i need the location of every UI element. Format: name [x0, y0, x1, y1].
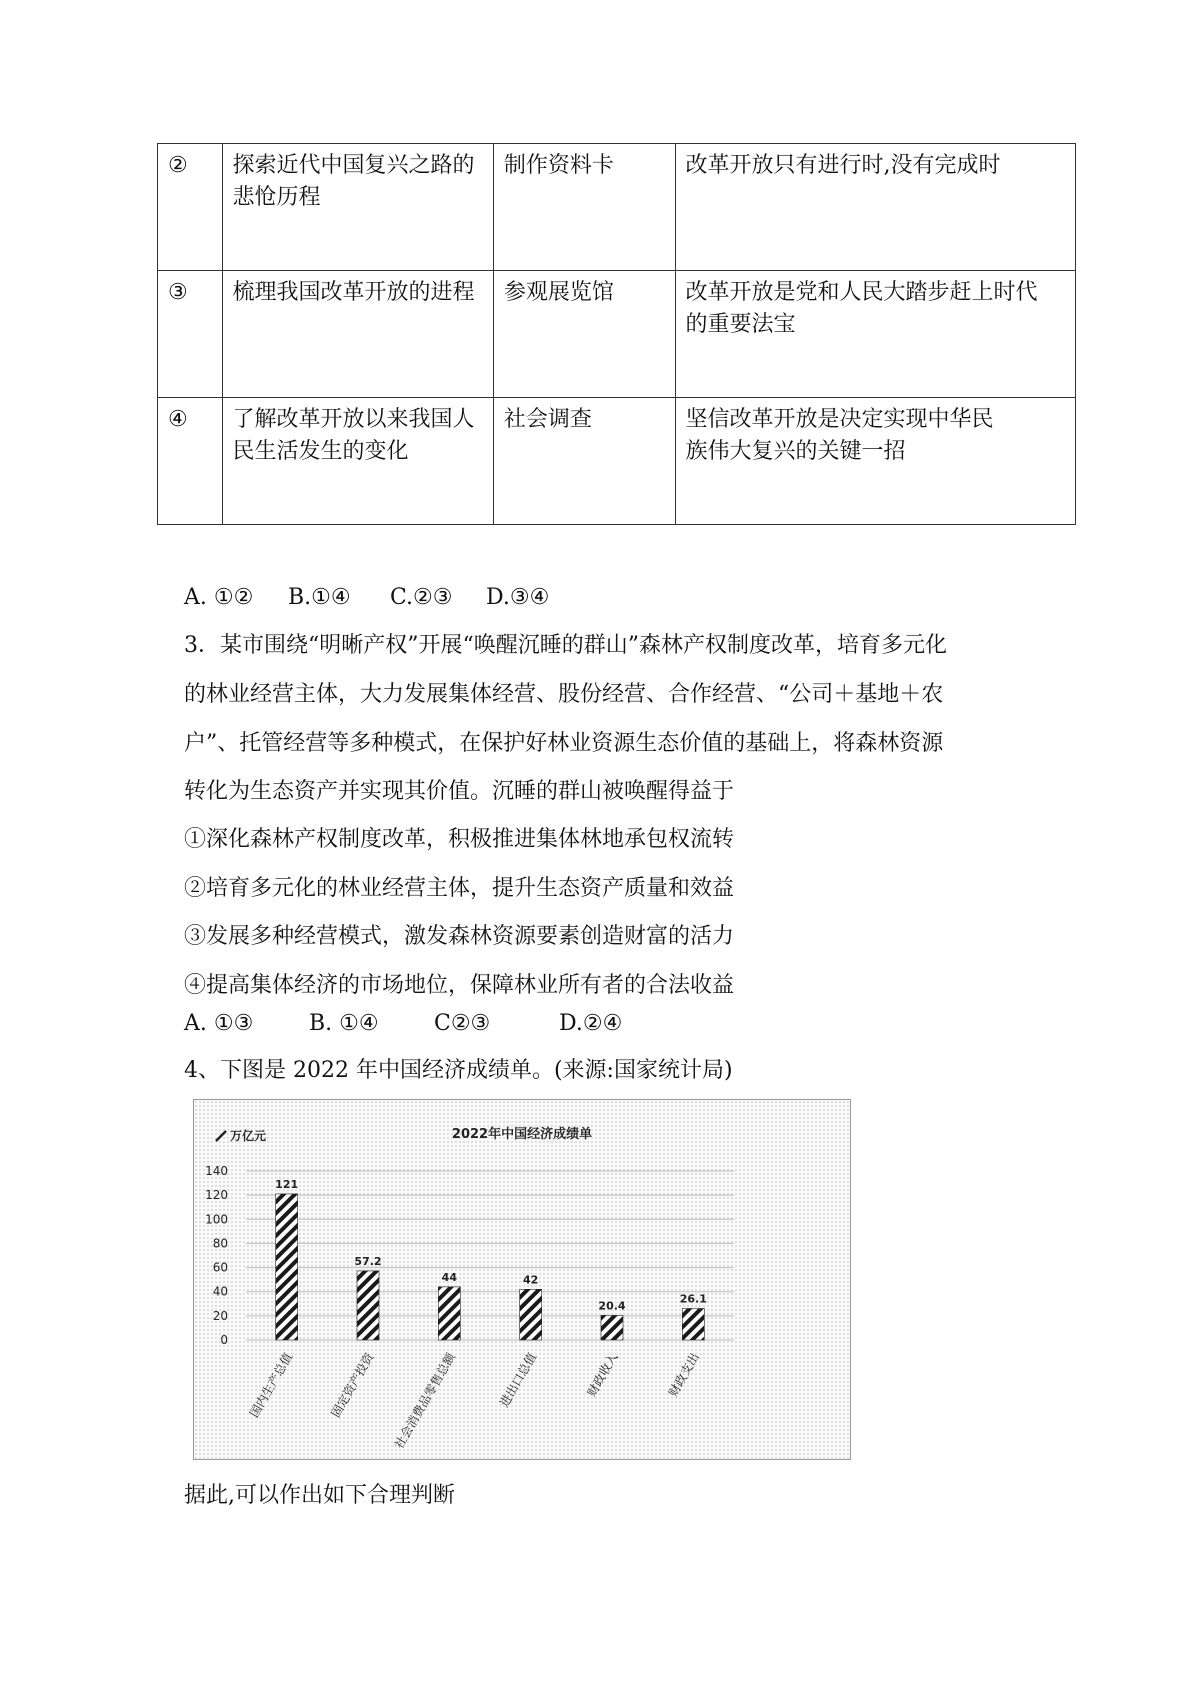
q3-statement: ①深化森林产权制度改革，积极推进集体林地承包权流转: [184, 827, 735, 852]
option-d: D.③④: [486, 585, 550, 610]
option-a: A. ①②: [184, 585, 254, 610]
data-label: 20.4: [598, 1299, 626, 1313]
economy-bar-chart: [193, 1099, 851, 1460]
bar: [276, 1194, 298, 1340]
unit-marker: [216, 1128, 266, 1143]
category-label: 财政收入: [584, 1350, 621, 1400]
cell-line: 探索近代中国复兴之路的: [232, 153, 475, 178]
q3-stem-line: 的林业经营主体，大力发展集体经营、股份经营、合作经营、“公司＋基地＋农: [184, 682, 944, 707]
option-c: C.②③: [390, 585, 453, 610]
table-row: [158, 271, 1076, 398]
y-tick-label: 80: [212, 1236, 228, 1251]
q3-statement: ②培育多元化的林业经营主体，提升生态资产质量和效益: [184, 876, 735, 901]
cell-line: 族伟大复兴的关键一招: [685, 439, 906, 464]
category-label: 固定资产投资: [328, 1350, 377, 1420]
q2-options: [184, 582, 549, 614]
y-tick-label: 140: [205, 1164, 228, 1178]
data-label: 57.2: [354, 1254, 382, 1268]
unit-label: 万亿元: [230, 1129, 267, 1143]
y-tick-label: 120: [205, 1188, 228, 1203]
row-number: ④: [158, 398, 223, 525]
q3-stem-line: 转化为生态资产并实现其价值。沉睡的群山被唤醒得益于: [184, 779, 735, 804]
q3-statement: ③发展多种经营模式，激发森林资源要素创造财富的活力: [184, 924, 735, 949]
conclusion-cell: [675, 271, 1075, 398]
q3-stem-line: 户”、托管经营等多种模式，在保护好林业资源生态价值的基础上，将森林资源: [184, 731, 944, 756]
method-cell: 社会调查: [493, 398, 675, 525]
category-label: 财政支出: [665, 1350, 702, 1400]
bars: [276, 1194, 705, 1340]
table-row: [158, 398, 1076, 525]
bar: [682, 1308, 704, 1340]
q3-stem-line: 3．某市围绕“明晰产权”开展“唤醒沉睡的群山”森林产权制度改革，培育多元化: [184, 633, 947, 658]
cell-line: 的重要法宝: [685, 312, 796, 337]
topic-cell: [222, 271, 493, 398]
chart-title: 2022年中国经济成绩单: [451, 1127, 593, 1142]
y-tick-label: 60: [212, 1260, 228, 1275]
cell-line: 悲怆历程: [232, 185, 321, 210]
data-label: 26.1: [679, 1292, 707, 1306]
option-b: B. ①④: [309, 1011, 379, 1036]
y-tick-label: 0: [220, 1333, 228, 1347]
q3-statement: ④提高集体经济的市场地位，保障林业所有者的合法收益: [184, 973, 735, 998]
data-label: 42: [523, 1273, 539, 1287]
cell-line: 民生活发生的变化: [232, 439, 409, 464]
cell-line: 改革开放只有进行时,没有完成时: [685, 153, 1001, 178]
row-number: ③: [158, 271, 223, 398]
cell-line: 改革开放是党和人民大踏步赶上时代: [685, 280, 1038, 305]
option-c: C②③: [434, 1011, 491, 1036]
q4-after: 据此,可以作出如下合理判断: [184, 1483, 455, 1508]
data-label: 121: [275, 1177, 299, 1191]
grid: [246, 1171, 734, 1340]
option-b: B.①④: [288, 585, 351, 610]
y-tick-label: 40: [212, 1284, 228, 1299]
chart-svg: [194, 1100, 850, 1459]
option-a: A. ①③: [184, 1011, 254, 1036]
q4-stem: 4、下图是 2022 年中国经济成绩单。(来源:国家统计局): [184, 1058, 733, 1083]
option-d: D.②④: [559, 1011, 623, 1036]
method-cell: 制作资料卡: [493, 144, 675, 271]
cell-line: 坚信改革开放是决定实现中华民: [685, 407, 994, 432]
table-row: [158, 144, 1076, 271]
bar: [357, 1271, 379, 1340]
q3-options: [184, 1008, 622, 1040]
pencil-icon: [216, 1131, 226, 1141]
topic-cell: [222, 144, 493, 271]
category-label: 国内生产总值: [247, 1350, 296, 1420]
row-number: ②: [158, 144, 223, 271]
conclusion-cell: [675, 398, 1075, 525]
inquiry-table: [157, 143, 1076, 525]
category-label: 进出口总值: [497, 1350, 540, 1410]
topic-cell: [222, 398, 493, 525]
category-label: 社会消费品零售总额: [391, 1350, 458, 1452]
bar: [520, 1289, 542, 1340]
bar: [601, 1315, 623, 1340]
y-tick-label: 20: [212, 1308, 228, 1323]
method-cell: 参观展览馆: [493, 271, 675, 398]
y-tick-label: 100: [205, 1212, 228, 1227]
cell-line: 了解改革开放以来我国人: [232, 407, 475, 432]
bar: [438, 1287, 460, 1340]
data-label: 44: [441, 1270, 457, 1284]
cell-line: 梳理我国改革开放的进程: [232, 280, 475, 305]
conclusion-cell: [675, 144, 1075, 271]
